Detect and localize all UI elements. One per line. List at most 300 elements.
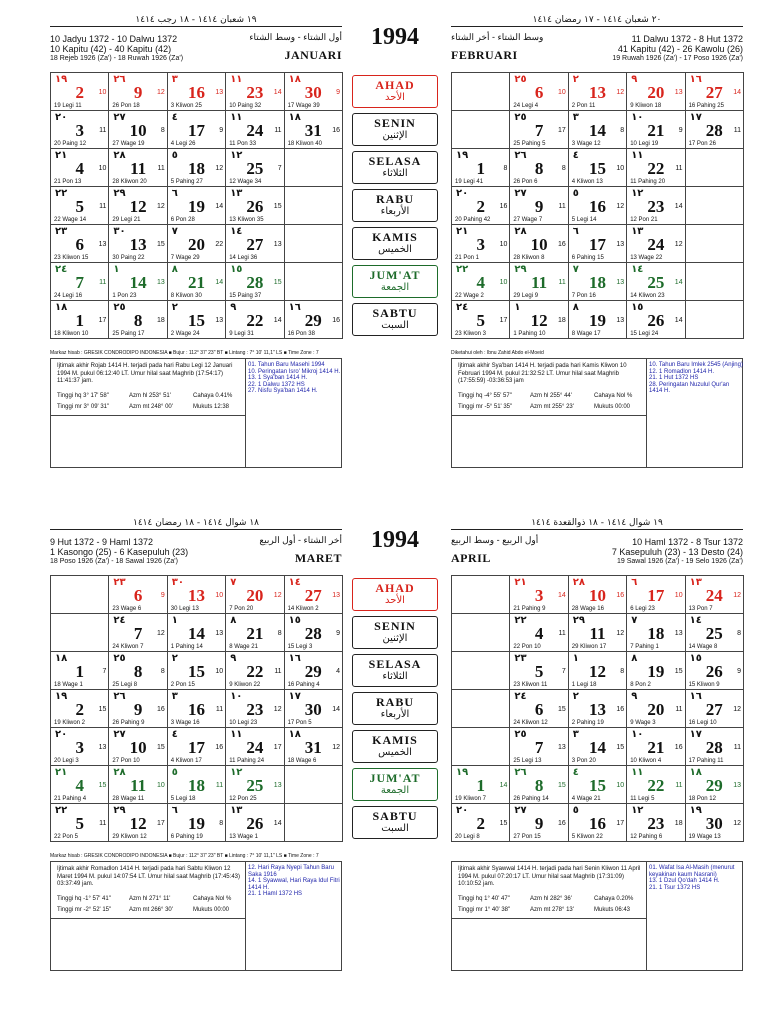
- gregorian-date: 10: [530, 235, 548, 254]
- day-cell: [285, 73, 343, 111]
- day-cell: [627, 187, 685, 225]
- event-item: 21. 1 Hut 1372 HS: [649, 375, 699, 381]
- javanese-day: 11: [99, 203, 107, 210]
- hijri-date: ٢١: [55, 150, 68, 161]
- javanese-day: 14: [499, 782, 508, 789]
- javanese-day: 11: [675, 782, 683, 789]
- hijri-date: ٤: [572, 150, 579, 161]
- gregorian-date: 19: [187, 814, 205, 833]
- day-cell: [226, 111, 284, 149]
- day-arabic: الجمعة: [380, 785, 410, 796]
- day-cell: [109, 652, 167, 690]
- day-cell: [285, 187, 343, 225]
- calendar-correspondences: [543, 34, 743, 64]
- javanese-day: 12: [273, 706, 282, 713]
- javanese-day: 11: [675, 165, 683, 172]
- hilal-value: Tinggi hq -4° 55' 57": [458, 393, 512, 399]
- hijri-date: ٧: [631, 615, 638, 626]
- pasaran-label: 5 Kliwon 22: [571, 834, 603, 840]
- javanese-day: 15: [674, 668, 683, 675]
- ijtimak-description: Ijtimak akhir Rojab 1414 H. terjadi pada hari Rabu Legi 12 Januari 1994 M. pukul 06:12:40 LT. Umur hilal saat Maghrib (17:54:17) 11:41:37 jam.: [57, 363, 233, 384]
- day-latin: JUM'AT: [369, 771, 421, 785]
- day-cell: [686, 804, 744, 842]
- half-1: [0, 515, 768, 985]
- gregorian-date: 16: [588, 197, 606, 216]
- day-arabic: الثلاثاء: [382, 671, 408, 682]
- pasaran-label: 19 Legi 41: [455, 179, 484, 185]
- day-arabic: الأربعاء: [380, 206, 410, 217]
- day-cell: [109, 301, 167, 339]
- gregorian-date: 23: [246, 83, 264, 102]
- day-cell: [569, 652, 627, 690]
- gregorian-date: 12: [530, 311, 548, 330]
- pasaran-label: 1 Pahing 10: [513, 331, 546, 337]
- day-cell: [452, 263, 510, 301]
- hilal-row-2: [458, 404, 644, 410]
- day-cell: [51, 225, 109, 263]
- pasaran-label: 11 Pahing 24: [229, 758, 265, 764]
- javanese-day: 11: [99, 127, 107, 134]
- pasaran-label: 13 Kliwon 35: [229, 217, 264, 223]
- hijri-date: ١: [113, 264, 120, 275]
- pasaran-label: 21 Pahing 4: [54, 796, 87, 802]
- hijri-date: ٦: [572, 226, 579, 237]
- ijtimak-info: [451, 861, 743, 971]
- gregorian-date: 14: [588, 738, 606, 757]
- javanese-day: 12: [215, 165, 224, 172]
- hilal-value: Tinggi hq 3° 17' 58": [57, 393, 109, 399]
- gregorian-date: 19: [588, 311, 606, 330]
- day-cell: [627, 149, 685, 187]
- hijri-date: ١٧: [288, 691, 301, 702]
- hilal-row-1: [458, 896, 644, 902]
- pasaran-label: 14 Kliwon 23: [630, 293, 665, 299]
- day-cell: [510, 225, 568, 263]
- pasaran-label: 3 Wage 16: [170, 720, 200, 726]
- pasaran-label: 15 Paing 37: [229, 293, 262, 299]
- day-cell: [627, 766, 685, 804]
- day-arabic: الجمعة: [380, 282, 410, 293]
- day-latin: SABTU: [372, 306, 418, 320]
- javanese-day: 15: [558, 706, 566, 713]
- javanese-day: 15: [98, 782, 107, 789]
- javanese-day: 13: [616, 279, 625, 286]
- hilal-value: Cahaya Nol %: [594, 393, 633, 399]
- hilal-value: Tinggi hq 1° 40' 47": [458, 896, 510, 902]
- pasaran-label: 11 Legi 5: [630, 796, 655, 802]
- day-cell: [168, 301, 226, 339]
- day-cell: [569, 614, 627, 652]
- gregorian-date: 28: [705, 121, 723, 140]
- calendar-correspondences: [50, 34, 183, 64]
- javanese-day: 16: [215, 744, 224, 751]
- day-cell: [226, 301, 284, 339]
- hijri-date: ٢٦: [514, 767, 527, 778]
- hijri-range: ١٨ شوال ١٤١٤ - ١٨ رمضان ١٤١٤: [50, 518, 342, 530]
- hijri-date: ٨: [631, 653, 638, 664]
- pasaran-label: 26 Pahing 14: [513, 796, 549, 802]
- gregorian-date: 16: [588, 814, 606, 833]
- day-cell: [452, 690, 510, 728]
- hijri-date: ٨: [171, 264, 178, 275]
- day-cell: [51, 263, 109, 301]
- gregorian-date: 13: [588, 700, 606, 719]
- gregorian-date: 21: [246, 624, 264, 643]
- year-title: 1994: [371, 527, 419, 553]
- hijri-date: ١٩: [456, 767, 469, 778]
- event-item: 01. Wafat Isa Al-Masih (menurut keyakinan kaum Nasrani): [649, 865, 735, 878]
- hijri-date: ١٤: [689, 615, 702, 626]
- day-cell: [51, 652, 109, 690]
- day-cell: [226, 766, 284, 804]
- event-item: 21. 1 Tsur 1372 HS: [649, 884, 701, 891]
- javanese-day: 13: [733, 782, 741, 789]
- day-cell: [51, 728, 109, 766]
- hijri-date: ١١: [230, 74, 243, 85]
- hijri-date: ٤: [171, 112, 178, 123]
- hijri-date: ٢٢: [55, 805, 68, 816]
- gregorian-date: 28: [705, 738, 723, 757]
- pasaran-label: 29 Legi 9: [513, 293, 539, 299]
- pasaran-label: 5 Legi 14: [571, 217, 597, 223]
- hijri-date: ٢٣: [113, 577, 126, 588]
- day-header-rabu: [352, 189, 438, 222]
- gregorian-date: 26: [705, 662, 723, 681]
- day-cell: [226, 652, 284, 690]
- hijri-date: ٧: [230, 577, 237, 588]
- correspondence-line: 19 Sawal 1926 (Za') - 19 Selo 1926 (Za'): [616, 558, 743, 565]
- gregorian-date: 9: [534, 814, 544, 833]
- javanese-day: 10: [98, 89, 107, 96]
- day-cell: [452, 728, 510, 766]
- day-cell: [168, 804, 226, 842]
- hilal-value: Cahaya 0.20%: [594, 896, 634, 902]
- day-cell: [226, 576, 284, 614]
- day-cell: [168, 576, 226, 614]
- day-cell: [510, 187, 568, 225]
- season-label: أخر الشتاء - أول الربيع: [259, 535, 342, 545]
- hijri-date: ١٦: [689, 691, 702, 702]
- day-header-kamis: [352, 227, 438, 260]
- gregorian-date: 23: [647, 814, 665, 833]
- day-cell: [627, 614, 685, 652]
- pasaran-label: 4 Legi 26: [170, 141, 196, 147]
- hijri-date: ١٤: [288, 577, 301, 588]
- day-cell: [510, 576, 568, 614]
- gregorian-date: 24: [647, 235, 665, 254]
- hijri-date: ٢: [572, 74, 579, 85]
- day-cell: [109, 149, 167, 187]
- gregorian-date: 19: [647, 662, 665, 681]
- pasaran-label: 6 Legi 23: [630, 606, 655, 612]
- pasaran-label: 11 Pon 33: [229, 141, 257, 147]
- gregorian-date: 27: [246, 235, 264, 254]
- day-cell: [627, 263, 685, 301]
- pasaran-label: 2 Pon 11: [571, 103, 596, 109]
- day-cell: [168, 614, 226, 652]
- day-cell: [686, 73, 744, 111]
- pasaran-label: 27 Wage 19: [112, 141, 145, 147]
- hijri-date: ١١: [230, 729, 243, 740]
- day-header-selasa: [352, 151, 438, 184]
- pasaran-label: 1 Legi 18: [571, 682, 597, 688]
- pasaran-label: 22 Pon 10: [513, 644, 541, 650]
- day-cell: [627, 652, 685, 690]
- day-header-jumat: [352, 768, 438, 801]
- day-cell: [627, 225, 685, 263]
- day-cell: [510, 263, 568, 301]
- hijri-range: ٢٠ شعبان ١٤١٤ - ١٧ رمضان ١٤١٤: [451, 15, 743, 27]
- hijri-date: ٢٤: [456, 302, 469, 313]
- javanese-day: 8: [160, 668, 165, 675]
- event-item: 28. Peringatan Nuzulul Qur'an 1414 H.: [649, 381, 730, 394]
- javanese-day: 9: [336, 89, 340, 96]
- javanese-day: 18: [674, 820, 683, 827]
- hijri-date: ٢٢: [514, 615, 527, 626]
- correspondence-line: 10 Jadyu 1372 - 10 Dalwu 1372: [50, 34, 178, 44]
- hijri-date: ٣٠: [171, 577, 185, 588]
- hijri-date: ١٩: [55, 691, 68, 702]
- gregorian-date: 4: [75, 776, 84, 795]
- gregorian-date: 20: [647, 700, 665, 719]
- gregorian-date: 20: [187, 235, 205, 254]
- hijri-date: ١٦: [689, 74, 702, 85]
- pasaran-label: 8 Pon 2: [630, 682, 651, 688]
- pasaran-label: 20 Legi 3: [54, 758, 79, 764]
- hilal-value: Azm hl 253° 51': [129, 393, 171, 399]
- pasaran-label: 22 Wage 2: [455, 293, 484, 299]
- gregorian-date: 28: [246, 273, 264, 292]
- day-cell: [686, 766, 744, 804]
- pasaran-label: 3 Wage 12: [571, 141, 601, 147]
- day-cell: [226, 690, 284, 728]
- hijri-date: ٢٧: [514, 805, 527, 816]
- day-latin: SENIN: [374, 116, 416, 130]
- hilal-row-1: [57, 896, 243, 902]
- javanese-day: 11: [733, 744, 741, 751]
- day-cell: [569, 149, 627, 187]
- pasaran-label: 20 Legi 8: [455, 834, 480, 840]
- half-0: [0, 12, 768, 482]
- gregorian-date: 1: [75, 311, 84, 330]
- hijri-date: ١: [514, 302, 521, 313]
- gregorian-date: 15: [588, 776, 606, 795]
- day-cell: [569, 301, 627, 339]
- day-cell: [686, 690, 744, 728]
- day-cell: [686, 149, 744, 187]
- javanese-day: 12: [616, 630, 625, 637]
- gregorian-date: 14: [129, 273, 147, 292]
- hijri-date: ٣: [572, 729, 579, 740]
- javanese-day: 11: [733, 127, 741, 134]
- gregorian-date: 9: [133, 83, 143, 102]
- javanese-day: 15: [273, 203, 282, 210]
- month-name: APRIL: [451, 551, 491, 565]
- event-notes: [646, 862, 743, 970]
- day-cell: [510, 111, 568, 149]
- pasaran-label: 19 Legi 11: [54, 103, 82, 109]
- javanese-day: 12: [157, 203, 165, 210]
- day-header-rabu: [352, 692, 438, 725]
- hilal-value: Tinggi mr -5° 51' 35": [458, 404, 513, 410]
- javanese-day: 17: [616, 820, 625, 827]
- correspondence-line: 11 Dalwu 1372 - 8 Hut 1372: [631, 34, 743, 44]
- pasaran-label: 21 Pon 13: [54, 179, 82, 185]
- day-cell: [285, 652, 343, 690]
- javanese-day: 11: [558, 203, 566, 210]
- pasaran-label: 4 Kliwon 13: [571, 179, 603, 185]
- hijri-date: ١٤: [631, 264, 644, 275]
- ijtimak-description: Ijtimak akhir Romadlon 1414 H. terjadi pada hari Sabtu Kliwon 12 Maret 1994 M. pukul 14:07:54 LT. Umur hilal saat Maghrib (17:45:43) 03:37:49 jam.: [57, 866, 240, 887]
- day-cell: [109, 576, 167, 614]
- day-cell: [569, 576, 627, 614]
- day-cell: [452, 149, 510, 187]
- month-name: FEBRUARI: [451, 48, 518, 62]
- day-cell: [285, 728, 343, 766]
- pasaran-label: 26 Pon 18: [112, 103, 140, 109]
- hijri-date: ٢: [171, 302, 178, 313]
- pasaran-label: 27 Pon 15: [513, 834, 541, 840]
- season-label: أول الربيع - وسط الربيع: [451, 535, 539, 545]
- javanese-day: 17: [98, 317, 107, 324]
- day-cell: [510, 614, 568, 652]
- pasaran-label: 30 Legi 13: [170, 606, 199, 612]
- gregorian-date: 2: [75, 83, 84, 102]
- gregorian-date: 13: [129, 235, 147, 254]
- day-latin: SELASA: [368, 657, 422, 671]
- javanese-day: 9: [336, 630, 340, 637]
- gregorian-date: 18: [187, 776, 205, 795]
- hijri-date: ١٤: [230, 226, 243, 237]
- pasaran-label: 26 Pahing 9: [112, 720, 145, 726]
- javanese-day: 13: [98, 241, 107, 248]
- javanese-day: 14: [273, 317, 282, 324]
- gregorian-date: 4: [75, 159, 84, 178]
- day-cell: [168, 225, 226, 263]
- javanese-day: 12: [733, 592, 741, 599]
- event-item: 10. Tahun Baru Imlek 2545 (Anjing): [649, 362, 743, 368]
- hijri-date: ١٥: [689, 653, 702, 664]
- hilal-row-1: [458, 393, 644, 399]
- hijri-date: ٦: [171, 188, 178, 199]
- day-cell: [452, 766, 510, 804]
- gregorian-date: 5: [75, 197, 84, 216]
- javanese-day: 12: [616, 89, 625, 96]
- hijri-date: ١٩: [456, 150, 469, 161]
- javanese-day: 13: [215, 630, 224, 637]
- pasaran-label: 7 Pahing 1: [630, 644, 659, 650]
- gregorian-date: 11: [531, 273, 548, 292]
- javanese-day: 10: [215, 668, 224, 675]
- day-cell: [285, 149, 343, 187]
- day-cell: [569, 187, 627, 225]
- gregorian-date: 27: [705, 700, 723, 719]
- pasaran-label: 3 Pon 20: [571, 758, 596, 764]
- day-cell: [569, 263, 627, 301]
- hijri-date: ٢٠: [55, 112, 68, 123]
- pasaran-label: 28 Kliwon 8: [513, 255, 545, 261]
- javanese-day: 15: [157, 241, 165, 248]
- javanese-day: 12: [674, 241, 683, 248]
- day-cell: [686, 652, 744, 690]
- gregorian-date: 30: [705, 814, 723, 833]
- correspondence-line: 18 Rejeb 1926 (Za') - 18 Ruwah 1926 (Za'): [50, 55, 184, 62]
- hijri-date: ٨: [572, 302, 579, 313]
- gregorian-date: 30: [304, 700, 322, 719]
- day-latin: RABU: [375, 192, 414, 206]
- gregorian-date: 11: [589, 624, 606, 643]
- hijri-date: ١٢: [631, 805, 644, 816]
- day-header-jumat: [352, 265, 438, 298]
- hilal-value: Azm mt 255° 23': [530, 404, 574, 410]
- day-cell: [627, 301, 685, 339]
- day-cell: [569, 728, 627, 766]
- day-cell: [452, 301, 510, 339]
- day-latin: JUM'AT: [369, 268, 421, 282]
- pasaran-label: 25 Legi 8: [112, 682, 138, 688]
- pasaran-label: 27 Wage 7: [513, 217, 543, 223]
- pasaran-label: 28 Kliwon 20: [112, 179, 147, 185]
- pasaran-label: 9 Kliwon 18: [630, 103, 662, 109]
- gregorian-date: 3: [534, 586, 544, 605]
- javanese-day: 17: [499, 317, 508, 324]
- hilal-value: Tinggi mr 3° 09' 31": [57, 404, 110, 410]
- correspondence-line: 10 Haml 1372 - 8 Tsur 1372: [632, 537, 743, 547]
- gregorian-date: 3: [476, 235, 485, 254]
- day-arabic: الأحد: [385, 595, 405, 606]
- day-cell: [51, 301, 109, 339]
- pasaran-label: 4 Kliwon 17: [170, 758, 202, 764]
- day-cell: [686, 614, 744, 652]
- pasaran-label: 23 Wage 6: [112, 606, 142, 612]
- day-arabic: الخميس: [378, 244, 412, 255]
- pasaran-label: 7 Wage 29: [170, 255, 200, 261]
- gregorian-date: 16: [187, 700, 205, 719]
- javanese-day: 17: [273, 744, 282, 751]
- gregorian-date: 4: [534, 624, 544, 643]
- pasaran-label: 13 Wage 22: [630, 255, 663, 261]
- gregorian-date: 26: [647, 311, 665, 330]
- day-cell: [569, 73, 627, 111]
- day-cell: [109, 111, 167, 149]
- day-header-sabtu: [352, 806, 438, 839]
- day-cell: [168, 73, 226, 111]
- day-latin: KAMIS: [372, 230, 418, 244]
- javanese-day: 14: [674, 317, 683, 324]
- gregorian-date: 27: [705, 83, 723, 102]
- pasaran-label: 8 Kliwon 30: [170, 293, 202, 299]
- gregorian-date: 8: [534, 159, 544, 178]
- javanese-day: 10: [616, 165, 625, 172]
- gregorian-date: 1: [75, 662, 84, 681]
- day-latin: AHAD: [375, 581, 415, 595]
- pasaran-label: 25 Pahing 5: [513, 141, 546, 147]
- gregorian-date: 25: [246, 159, 264, 178]
- gregorian-date: 6: [534, 83, 544, 102]
- pasaran-label: 29 Kliwon 17: [571, 644, 607, 650]
- javanese-day: 4: [336, 668, 340, 675]
- hijri-date: ٣: [572, 112, 579, 123]
- day-cell: [510, 804, 568, 842]
- month-header-maret: [50, 517, 342, 530]
- pasaran-label: 24 Legi 4: [513, 103, 539, 109]
- gregorian-date: 6: [133, 586, 143, 605]
- pasaran-label: 13 Wage 1: [229, 834, 258, 840]
- day-cell: [226, 263, 284, 301]
- javanese-day: 13: [273, 782, 282, 789]
- javanese-day: 16: [558, 241, 566, 248]
- day-cell: [109, 225, 167, 263]
